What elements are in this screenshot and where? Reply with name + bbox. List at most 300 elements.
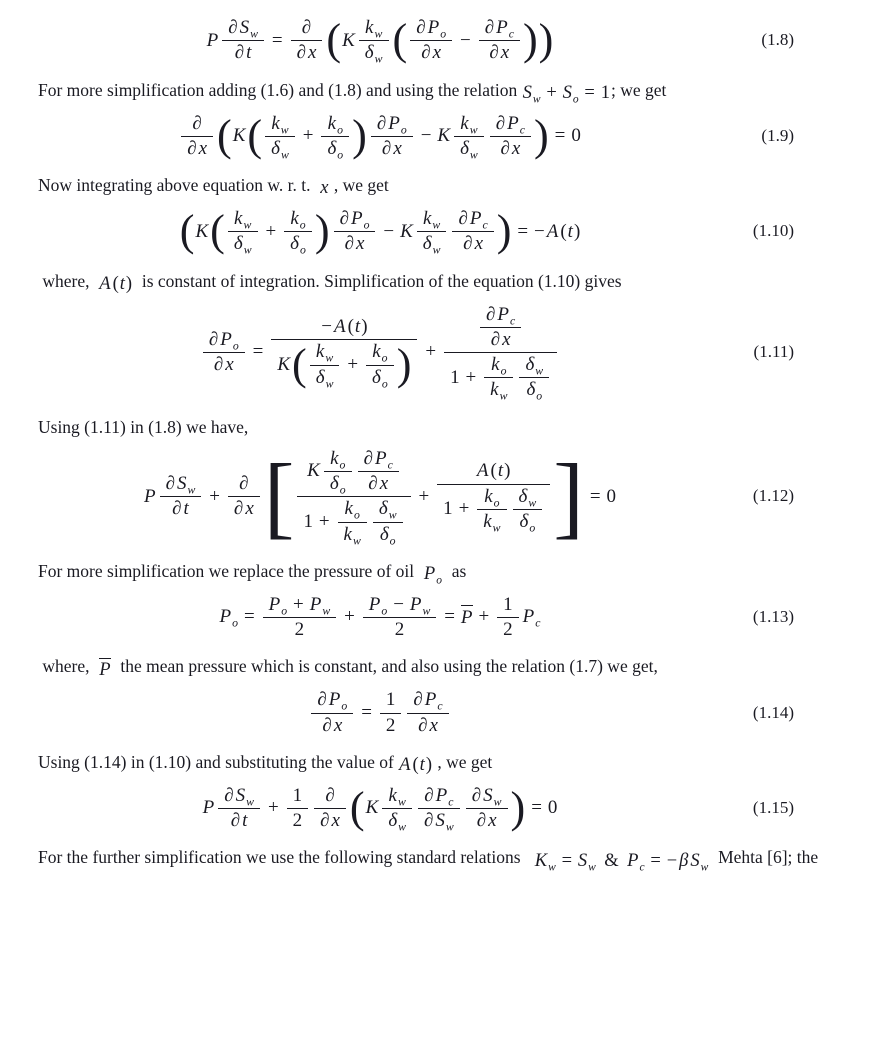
math-char: ∂ <box>363 447 373 469</box>
fraction-bar <box>366 365 394 366</box>
math-numerator <box>315 316 373 337</box>
math-symbol <box>315 366 334 391</box>
math-symbol <box>99 274 110 295</box>
math-denominator <box>418 810 460 834</box>
math-symbol <box>325 785 334 806</box>
math-subscript: w <box>492 521 501 535</box>
math-symbol <box>328 689 348 713</box>
math-symbol <box>489 42 498 63</box>
close-fence: ) <box>125 272 133 294</box>
math-row <box>354 316 361 337</box>
math-subscript: w <box>250 27 258 41</box>
math-char: ∂ <box>500 137 510 159</box>
close-fence: ) <box>314 206 330 256</box>
math-char: ∂ <box>234 42 245 64</box>
inline-math <box>534 851 710 872</box>
math-denominator <box>484 379 513 403</box>
math-fraction <box>371 113 413 160</box>
math-row <box>171 498 190 519</box>
fraction-bar <box>181 136 213 137</box>
math-row <box>422 233 442 257</box>
paragraph-p-8 <box>38 846 840 871</box>
math-row <box>385 689 397 710</box>
math-row <box>233 208 252 232</box>
math-symbol <box>437 125 450 146</box>
math-roman: 0 <box>606 485 617 507</box>
math-symbol <box>418 715 427 736</box>
math-fenced-group <box>263 445 584 548</box>
math-fraction <box>513 486 543 533</box>
equation-number: (1.11) <box>753 342 794 362</box>
math-denominator <box>339 233 371 254</box>
math-row <box>194 208 496 255</box>
math-row <box>534 851 710 872</box>
math-char: S <box>239 17 250 38</box>
math-symbol <box>187 138 196 159</box>
math-operator: = <box>243 606 255 628</box>
math-symbol <box>526 379 543 403</box>
math-symbol <box>435 810 454 834</box>
math-symbol <box>144 486 156 507</box>
math-denominator <box>289 619 311 640</box>
math-char: K <box>232 125 246 147</box>
math-row <box>499 138 521 159</box>
fraction-bar <box>380 713 402 714</box>
math-symbol <box>203 797 215 818</box>
open-fence: ( <box>326 15 342 65</box>
math-roman: − <box>321 316 332 338</box>
math-fraction <box>284 208 312 255</box>
text-run: ; we get <box>610 79 667 100</box>
math-symbol <box>388 113 407 134</box>
equation-math <box>206 17 555 64</box>
math-operator: − <box>420 125 432 147</box>
math-fraction <box>338 498 367 545</box>
math-symbol <box>233 125 246 146</box>
math-subscript: o <box>400 122 407 136</box>
math-numerator <box>203 328 245 353</box>
math-fenced-group <box>217 110 549 162</box>
equation-eq-1-9 <box>38 110 840 162</box>
math-symbol <box>460 113 477 134</box>
math-subscript: o <box>572 93 579 106</box>
math-row <box>270 137 290 162</box>
equation-math <box>308 689 451 736</box>
math-subscript: c <box>448 795 454 809</box>
math-fenced-group <box>180 208 512 255</box>
math-subscript: o <box>337 122 343 136</box>
equation-math <box>178 110 582 162</box>
math-numerator <box>410 17 452 41</box>
math-row <box>238 473 249 494</box>
open-fence: ( <box>179 206 195 256</box>
math-roman: 1 <box>450 366 460 388</box>
math-char: ∂ <box>495 112 506 134</box>
math-numerator <box>222 17 264 41</box>
math-char: δ <box>327 137 337 159</box>
math-symbol <box>320 178 328 199</box>
math-symbol <box>424 785 433 806</box>
math-symbol <box>234 498 243 519</box>
math-subscript: w <box>280 148 289 162</box>
math-char: P <box>202 797 215 819</box>
math-fraction <box>297 448 410 545</box>
math-row <box>206 17 555 64</box>
math-symbol <box>458 208 467 229</box>
math-numerator <box>319 785 340 806</box>
equation-math <box>143 445 617 548</box>
math-char: P <box>328 689 341 711</box>
math-symbol <box>184 498 189 519</box>
math-char: K <box>400 220 413 242</box>
math-char: k <box>344 498 353 520</box>
equation-eq-1-10 <box>38 208 840 255</box>
math-operator: = <box>650 849 661 871</box>
open-fence: ( <box>490 460 497 482</box>
math-operator: = <box>444 606 455 628</box>
math-row <box>388 784 407 809</box>
math-denominator <box>316 715 348 736</box>
math-fraction <box>380 689 402 736</box>
math-symbol <box>355 316 360 337</box>
math-symbol <box>500 138 509 159</box>
math-char: P <box>409 593 422 615</box>
math-row <box>329 472 347 497</box>
math-char: K <box>307 460 320 482</box>
math-char: ∂ <box>476 810 487 832</box>
math-denominator <box>454 137 484 162</box>
math-row <box>302 498 405 545</box>
math-denominator <box>382 810 412 834</box>
math-symbol <box>239 17 258 41</box>
math-symbol <box>209 329 218 350</box>
math-symbol <box>477 460 489 481</box>
equation-eq-1-13 <box>38 594 840 641</box>
math-numerator <box>371 113 413 134</box>
math-denominator <box>310 366 340 391</box>
math-symbol <box>322 715 331 736</box>
math-denominator <box>225 810 254 831</box>
math-fraction <box>314 785 346 832</box>
math-symbol <box>399 755 410 776</box>
math-char: P <box>388 112 400 134</box>
math-fraction <box>287 785 309 832</box>
math-symbol <box>378 498 397 522</box>
math-subscript: o <box>500 364 507 378</box>
math-row <box>459 137 479 162</box>
math-fraction <box>263 594 337 641</box>
math-symbol <box>334 316 346 337</box>
open-fence: ( <box>247 110 263 160</box>
math-char: k <box>330 447 339 469</box>
math-char: x <box>500 42 510 64</box>
math-char-overbar: P <box>460 607 473 629</box>
math-row <box>385 715 397 736</box>
math-denominator <box>291 42 323 63</box>
math-row <box>343 524 362 545</box>
text-run: Mehta [6]; the <box>709 847 819 868</box>
math-row <box>294 448 553 545</box>
math-fraction <box>160 473 202 520</box>
fraction-bar <box>444 352 557 353</box>
math-row <box>364 17 383 41</box>
math-row <box>223 784 255 809</box>
math-char: ∂ <box>458 208 468 230</box>
math-numerator <box>490 113 531 134</box>
math-symbol <box>627 851 644 872</box>
math-subscript: o <box>363 218 370 232</box>
text-run: where, <box>38 270 99 291</box>
math-fraction <box>373 498 403 545</box>
math-symbol <box>228 17 237 38</box>
math-row <box>368 593 432 618</box>
math-symbol <box>268 593 288 618</box>
math-char: P <box>507 112 519 134</box>
math-char: ∂ <box>339 208 349 230</box>
math-row <box>289 233 307 257</box>
math-symbol <box>413 689 422 710</box>
math-row <box>365 785 511 832</box>
math-fraction <box>228 208 258 255</box>
math-symbol <box>120 274 125 295</box>
math-denominator <box>321 137 349 162</box>
math-operator: + <box>418 485 430 507</box>
math-char: ∂ <box>317 689 327 711</box>
math-char: ∂ <box>301 17 312 38</box>
math-char: S <box>577 849 588 871</box>
math-char: t <box>119 272 125 294</box>
math-char: k <box>491 354 500 376</box>
math-fenced-group <box>292 339 412 391</box>
math-symbol <box>475 233 483 254</box>
math-char: ∂ <box>322 714 332 736</box>
math-char: P <box>435 784 448 806</box>
math-char: P <box>219 606 232 628</box>
fraction-bar <box>284 231 312 232</box>
math-row <box>98 658 111 681</box>
math-roman: 2 <box>292 810 303 832</box>
math-subscript: o <box>299 218 306 232</box>
math-operator: − <box>383 220 395 242</box>
math-numerator <box>373 498 403 522</box>
math-symbol <box>235 784 254 809</box>
math-row <box>119 274 126 295</box>
math-numerator <box>358 447 399 472</box>
math-operator: = <box>252 341 264 363</box>
math-fraction <box>452 208 493 255</box>
math-char: δ <box>233 233 243 255</box>
open-fence: ( <box>392 15 408 65</box>
math-operator: + <box>478 606 490 628</box>
math-subscript: c <box>508 27 514 41</box>
math-denominator <box>389 619 411 640</box>
math-symbol <box>496 113 505 134</box>
inline-math <box>319 178 329 199</box>
math-numerator <box>478 485 505 510</box>
fraction-bar <box>418 808 460 809</box>
math-symbol <box>302 17 311 38</box>
inline-math <box>98 658 111 681</box>
math-operator: = <box>561 849 573 871</box>
math-symbol <box>245 498 253 519</box>
math-symbol <box>271 113 288 134</box>
math-char: δ <box>271 137 280 159</box>
math-char: t <box>354 316 361 338</box>
math-roman: 1 <box>303 510 313 532</box>
math-row <box>420 42 442 63</box>
math-numerator <box>383 784 412 809</box>
paragraph-p-4 <box>38 416 840 439</box>
math-subscript: w <box>432 243 441 257</box>
math-row <box>306 448 402 495</box>
math-fenced-group <box>113 274 133 295</box>
math-symbol <box>315 341 334 365</box>
math-denominator <box>437 486 550 533</box>
math-char: ∂ <box>228 17 238 38</box>
math-char: ∂ <box>187 137 197 159</box>
math-numerator <box>186 113 207 134</box>
equation-number: (1.12) <box>752 486 794 506</box>
math-symbol <box>366 797 379 818</box>
math-char: ∂ <box>463 233 473 255</box>
math-row <box>490 354 507 378</box>
math-row <box>307 341 397 391</box>
math-char: k <box>372 341 381 363</box>
math-subscript: w <box>246 795 254 809</box>
fraction-bar <box>477 509 506 510</box>
math-row <box>233 498 255 519</box>
math-numerator <box>287 785 309 806</box>
math-symbol <box>224 785 233 806</box>
math-fraction <box>363 594 437 641</box>
fraction-bar <box>338 522 367 523</box>
math-row <box>98 274 133 295</box>
math-roman: 1 <box>503 593 513 615</box>
math-char: ∂ <box>165 472 175 494</box>
math-subscript: o <box>381 377 388 391</box>
math-row <box>344 233 366 254</box>
math-numerator <box>479 17 520 41</box>
math-operator: = <box>554 125 566 147</box>
math-symbol <box>374 447 393 472</box>
math-symbol <box>679 851 688 872</box>
math-row <box>524 354 544 378</box>
math-denominator <box>228 498 260 519</box>
math-subscript: w <box>398 820 407 834</box>
math-fraction <box>228 473 260 520</box>
math-symbol <box>472 785 481 806</box>
math-char: P <box>497 303 509 325</box>
math-row <box>488 42 510 63</box>
math-char: P <box>427 17 440 38</box>
math-numerator <box>472 304 529 351</box>
text-run: For more simplification adding (1.6) and (1.8) and using the relation <box>38 79 522 100</box>
math-subscript: o <box>529 521 536 535</box>
math-denominator <box>412 715 444 736</box>
math-denominator <box>497 619 519 640</box>
math-char: K <box>195 220 209 242</box>
math-symbol <box>345 233 354 254</box>
math-row <box>339 208 371 232</box>
math-row <box>567 221 574 242</box>
close-fence: ) <box>425 754 432 776</box>
math-char: x <box>225 354 234 376</box>
math-symbol <box>317 689 326 710</box>
math-symbol <box>563 83 579 104</box>
math-symbol <box>377 113 386 134</box>
fraction-bar <box>291 40 323 41</box>
math-row <box>485 303 516 328</box>
math-symbol <box>435 784 454 809</box>
math-row <box>202 782 559 834</box>
close-fence: ) <box>573 220 581 242</box>
math-fraction <box>265 113 295 160</box>
math-symbol <box>422 208 441 232</box>
math-char: t <box>246 42 252 64</box>
math-char: x <box>488 810 497 832</box>
math-char: ∂ <box>376 112 387 134</box>
math-symbol <box>523 83 541 104</box>
math-fraction <box>479 17 520 64</box>
math-subscript: w <box>700 860 709 873</box>
math-operator: = <box>271 29 283 51</box>
math-subscript: o <box>339 483 346 497</box>
equation-math <box>200 304 560 401</box>
equation-eq-1-8 <box>38 17 840 64</box>
math-char: x <box>393 137 402 159</box>
math-char: δ <box>378 498 388 520</box>
equation-number: (1.14) <box>752 702 794 722</box>
math-row <box>178 110 582 162</box>
math-subscript: w <box>243 243 252 257</box>
math-symbol <box>350 208 370 232</box>
math-symbol <box>578 851 596 872</box>
math-symbol <box>344 524 361 545</box>
math-subscript: w <box>388 508 397 522</box>
text-run: is constant of integration. Simplification of the equation (1.10) gives <box>133 270 622 291</box>
math-symbol <box>372 366 388 391</box>
math-operator: + <box>267 797 279 819</box>
math-symbol <box>512 138 520 159</box>
math-symbol <box>308 42 316 63</box>
math-row <box>234 42 253 63</box>
math-roman: 0 <box>571 125 581 147</box>
math-row <box>417 715 439 736</box>
equation-math <box>219 594 542 641</box>
math-row <box>232 110 534 162</box>
math-symbol <box>507 113 525 134</box>
math-symbol <box>424 564 442 585</box>
text-run: For the further simplification we use the following standard relations <box>38 847 534 868</box>
math-char: ∂ <box>416 17 426 38</box>
math-operator: − <box>393 593 404 615</box>
math-symbol <box>497 303 516 328</box>
math-char: S <box>483 784 493 806</box>
close-fence: ) <box>510 782 526 832</box>
math-subscript: w <box>469 122 478 136</box>
math-symbol <box>207 30 219 51</box>
math-row <box>316 689 348 713</box>
math-row <box>412 689 443 713</box>
math-row <box>227 17 259 41</box>
math-subscript: w <box>325 351 334 365</box>
math-row <box>165 472 197 497</box>
math-symbol <box>486 304 495 325</box>
math-char: t <box>183 498 189 520</box>
math-char: ∂ <box>381 137 392 159</box>
math-row <box>489 379 508 403</box>
math-char: δ <box>518 485 528 507</box>
